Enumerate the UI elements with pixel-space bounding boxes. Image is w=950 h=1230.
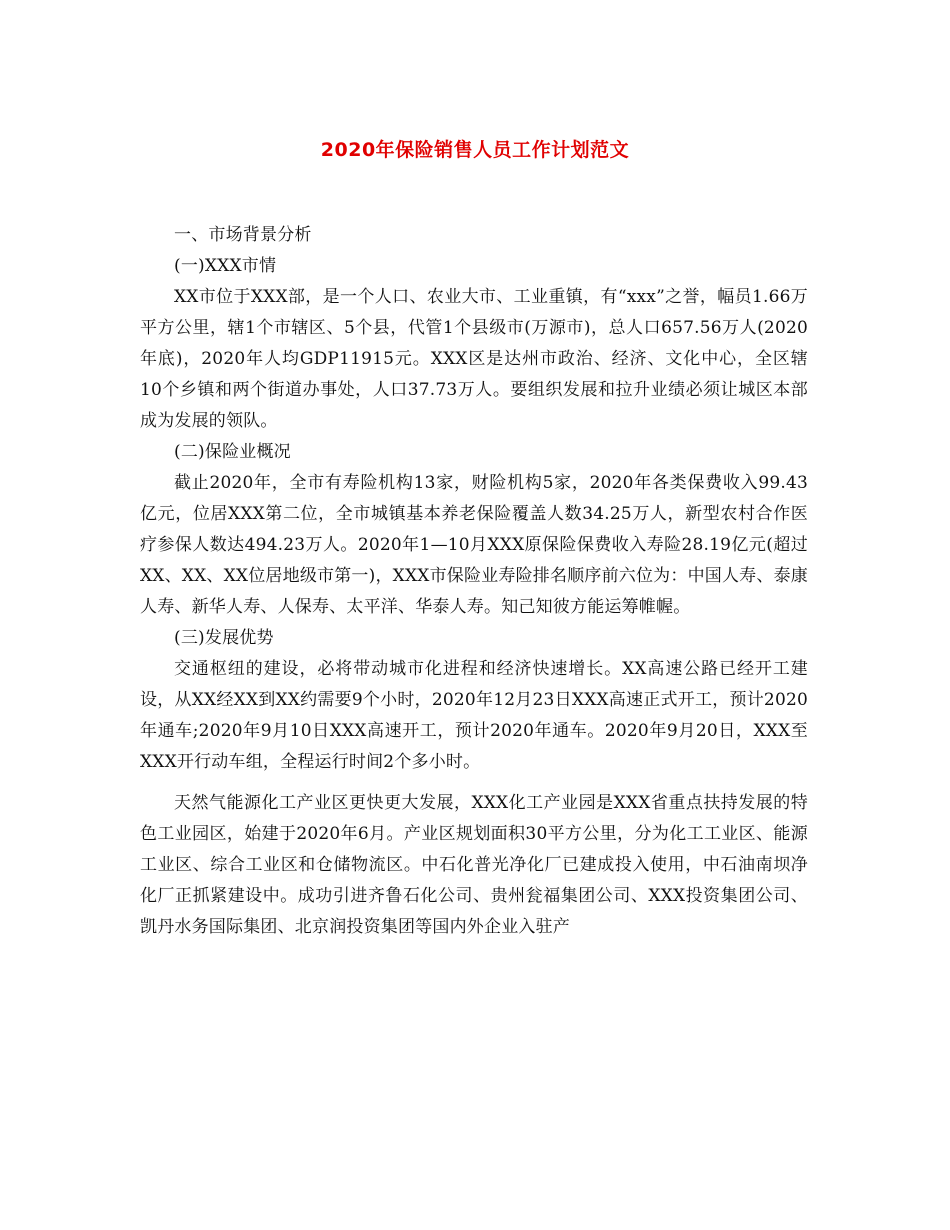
paragraph-gap (140, 778, 808, 788)
document-body (140, 220, 808, 943)
document-title: 2020年保险销售人员工作计划范文 (320, 139, 630, 161)
subheading-insurance-overview: (二)保险业概况 (174, 442, 291, 462)
paragraph-insurance-overview: 截止2020年，全市有寿险机构13家，财险机构5家，2020年各类保费收入99.43亿元，位居XXX第二位，全市城镇基本养老保险覆盖人数34.25万人，新型农村合作医疗参保人数达494.23万人。2020年1—10月XXX原保险保费收入寿险28.19亿元(超过XX、XX、XX位居地级市第一)，XXX市保险业寿险排名顺序前六位为：中国人寿、泰康人寿、新华人寿、人保寿、太平洋、华泰人寿。知己知彼方能运筹帷幄。 (140, 473, 808, 617)
paragraph-chemical-park: 天然气能源化工产业区更快更大发展，XXX化工产业园是XXX省重点扶持发展的特色工业园区，始建于2020年6月。产业区规划面积30平方公里，分为化工工业区、能源工业区、综合工业区和仓储物流区。中石化普光净化厂已建成投入使用，中石油南坝净化厂正抓紧建设中。成功引进齐鲁石化公司、贵州瓮福集团公司、XXX投资集团公司、凯丹水务国际集团、北京润投资集团等国内外企业入驻产 (140, 793, 808, 937)
section-heading-market-analysis: 一、市场背景分析 (174, 225, 312, 245)
subheading-city-overview: (一)XXX市情 (174, 256, 277, 276)
paragraph-city-overview: XX市位于XXX部，是一个人口、农业大市、工业重镇，有“xxx”之誉，幅员1.66万平方公里，辖1个市辖区、5个县，代管1个县级市(万源市)，总人口657.56万人(2020年底)，2020年人均GDP11915元。XXX区是达州市政治、经济、文化中心，全区辖10个乡镇和两个街道办事处，人口37.73万人。要组织发展和拉升业绩必须让城区本部成为发展的领队。 (140, 287, 808, 431)
paragraph-transport-hub: 交通枢纽的建设，必将带动城市化进程和经济快速增长。XX高速公路已经开工建设，从XX经XX到XX约需要9个小时，2020年12月23日XXX高速正式开工，预计2020年通车;2020年9月10日XXX高速开工，预计2020年通车。2020年9月20日，XXX至XXX开行动车组，全程运行时间2个多小时。 (140, 659, 808, 772)
subheading-development-advantages: (三)发展优势 (174, 628, 274, 648)
